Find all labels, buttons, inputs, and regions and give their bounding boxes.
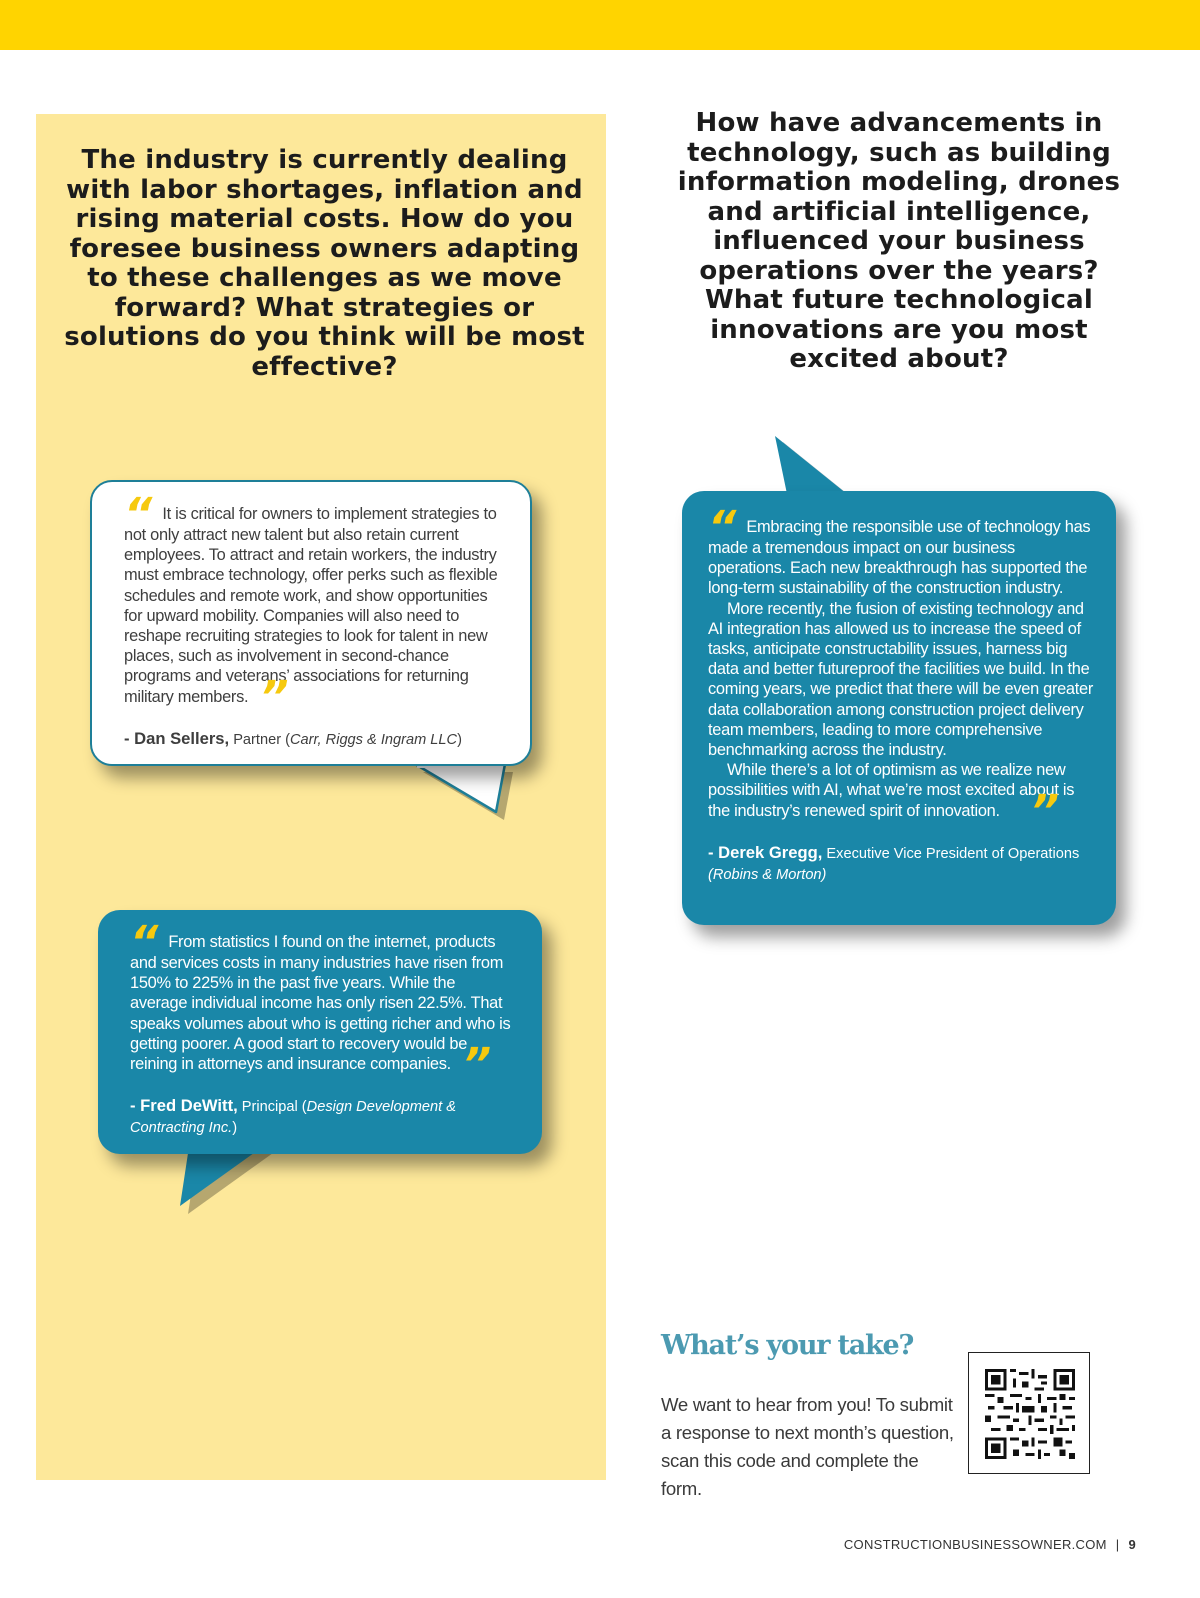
speaker-title: Principal (: [241, 1099, 307, 1116]
speaker-title: Partner (: [233, 731, 290, 748]
close-quote-icon: ”: [260, 671, 287, 723]
quote-attribution: - Fred DeWitt, Principal (Design Development & Contracting Inc.): [130, 1096, 456, 1137]
qr-code[interactable]: [968, 1352, 1090, 1474]
left-question-heading: The industry is currently dealing with labor shortages, inflation and rising material costs. How do you foresee business owners adapting to these challenges as we move forward? What strategies or solutions do you think will be most effective?: [64, 145, 585, 382]
cta-heading: What’s your take?: [661, 1330, 914, 1361]
quote-text: “ Embracing the responsible use of technology has made a tremendous impact on our business operations. Each new breakthrough has supported the long-term sustainability of the construction industry. More recently, the fusion of existing technology and AI integration has allowed us to increase the speed of tasks, anticipate constructability issues, harness big data and better futureproof the facilities we build. In the coming years, we predict that there will be even greater data collaboration among construction project delivery team members, leading to more comprehensive benchmarking across the industry. While there’s a lot of optimism as we realize new possibilities with AI, what we’re most excited about is the industry’s renewed spirit of innovation. ”: [708, 502, 1093, 837]
quote-text: “ It is critical for owners to implement strategies to not only attract new talent but also retain current employees. To attract and retain workers, the industry must embrace technology, offer perks such as flexible schedules and remote work, and show opportunities for upward mobility. Companies will also need to reshape recruiting strategies to look for talent in new places, such as involvement in second-chance programs and veterans’ associations for returning military members. ”: [124, 489, 498, 723]
speaker-company: Carr, Riggs & Ingram LLC: [289, 731, 458, 748]
footer-site: CONSTRUCTIONBUSINESSOWNER.COM: [843, 1537, 1107, 1552]
speaker-title: Executive Vice President of Operations: [826, 845, 1080, 862]
close-quote-icon: ”: [462, 1039, 490, 1091]
footer-separator: |: [1115, 1537, 1120, 1552]
top-color-bar: [0, 0, 1200, 50]
quote-attribution: [708, 842, 1096, 886]
speaker-company: (Robins & Morton): [708, 866, 827, 883]
page-footer: [844, 1537, 1136, 1552]
open-quote-icon: “: [708, 502, 735, 553]
right-question-heading: How have advancements in technology, such as building information modeling, drones and artificial intelligence, influenced your business operations over the years? What future technological innovations are you most excited about?: [677, 108, 1121, 374]
page-number: 9: [1128, 1537, 1136, 1552]
speaker-name: - Dan Sellers,: [124, 728, 230, 748]
quote-text: “ From statistics I found on the internet, products and services costs in many industries have risen from 150% to 225% in the past five years. While the average individual income has only risen 22.5%. That speaks volumes about who is getting richer and who is getting poorer. A good start to recovery would be reining in attorneys and insurance companies. ”: [130, 917, 511, 1091]
open-quote-icon: “: [130, 917, 157, 968]
speaker-company: Design Development & Contracting Inc.: [130, 1099, 456, 1137]
quote-bubble-fred-dewitt: [98, 910, 542, 1154]
quote-attribution: - Dan Sellers, Partner (Carr, Riggs & Ingram LLC): [124, 728, 462, 748]
cta-body: We want to hear from you! To submit a response to next month’s question, scan this code and complete the form.: [661, 1394, 954, 1499]
open-quote-icon: “: [124, 489, 151, 540]
quote-bubble-dan-sellers: [90, 480, 532, 766]
qr-code-icon: [985, 1369, 1075, 1459]
speaker-name: - Derek Gregg,: [708, 842, 823, 862]
speaker-name: - Fred DeWitt,: [130, 1096, 238, 1116]
close-quote-icon: ”: [1030, 785, 1058, 837]
quote-bubble-derek-gregg: [682, 491, 1116, 925]
